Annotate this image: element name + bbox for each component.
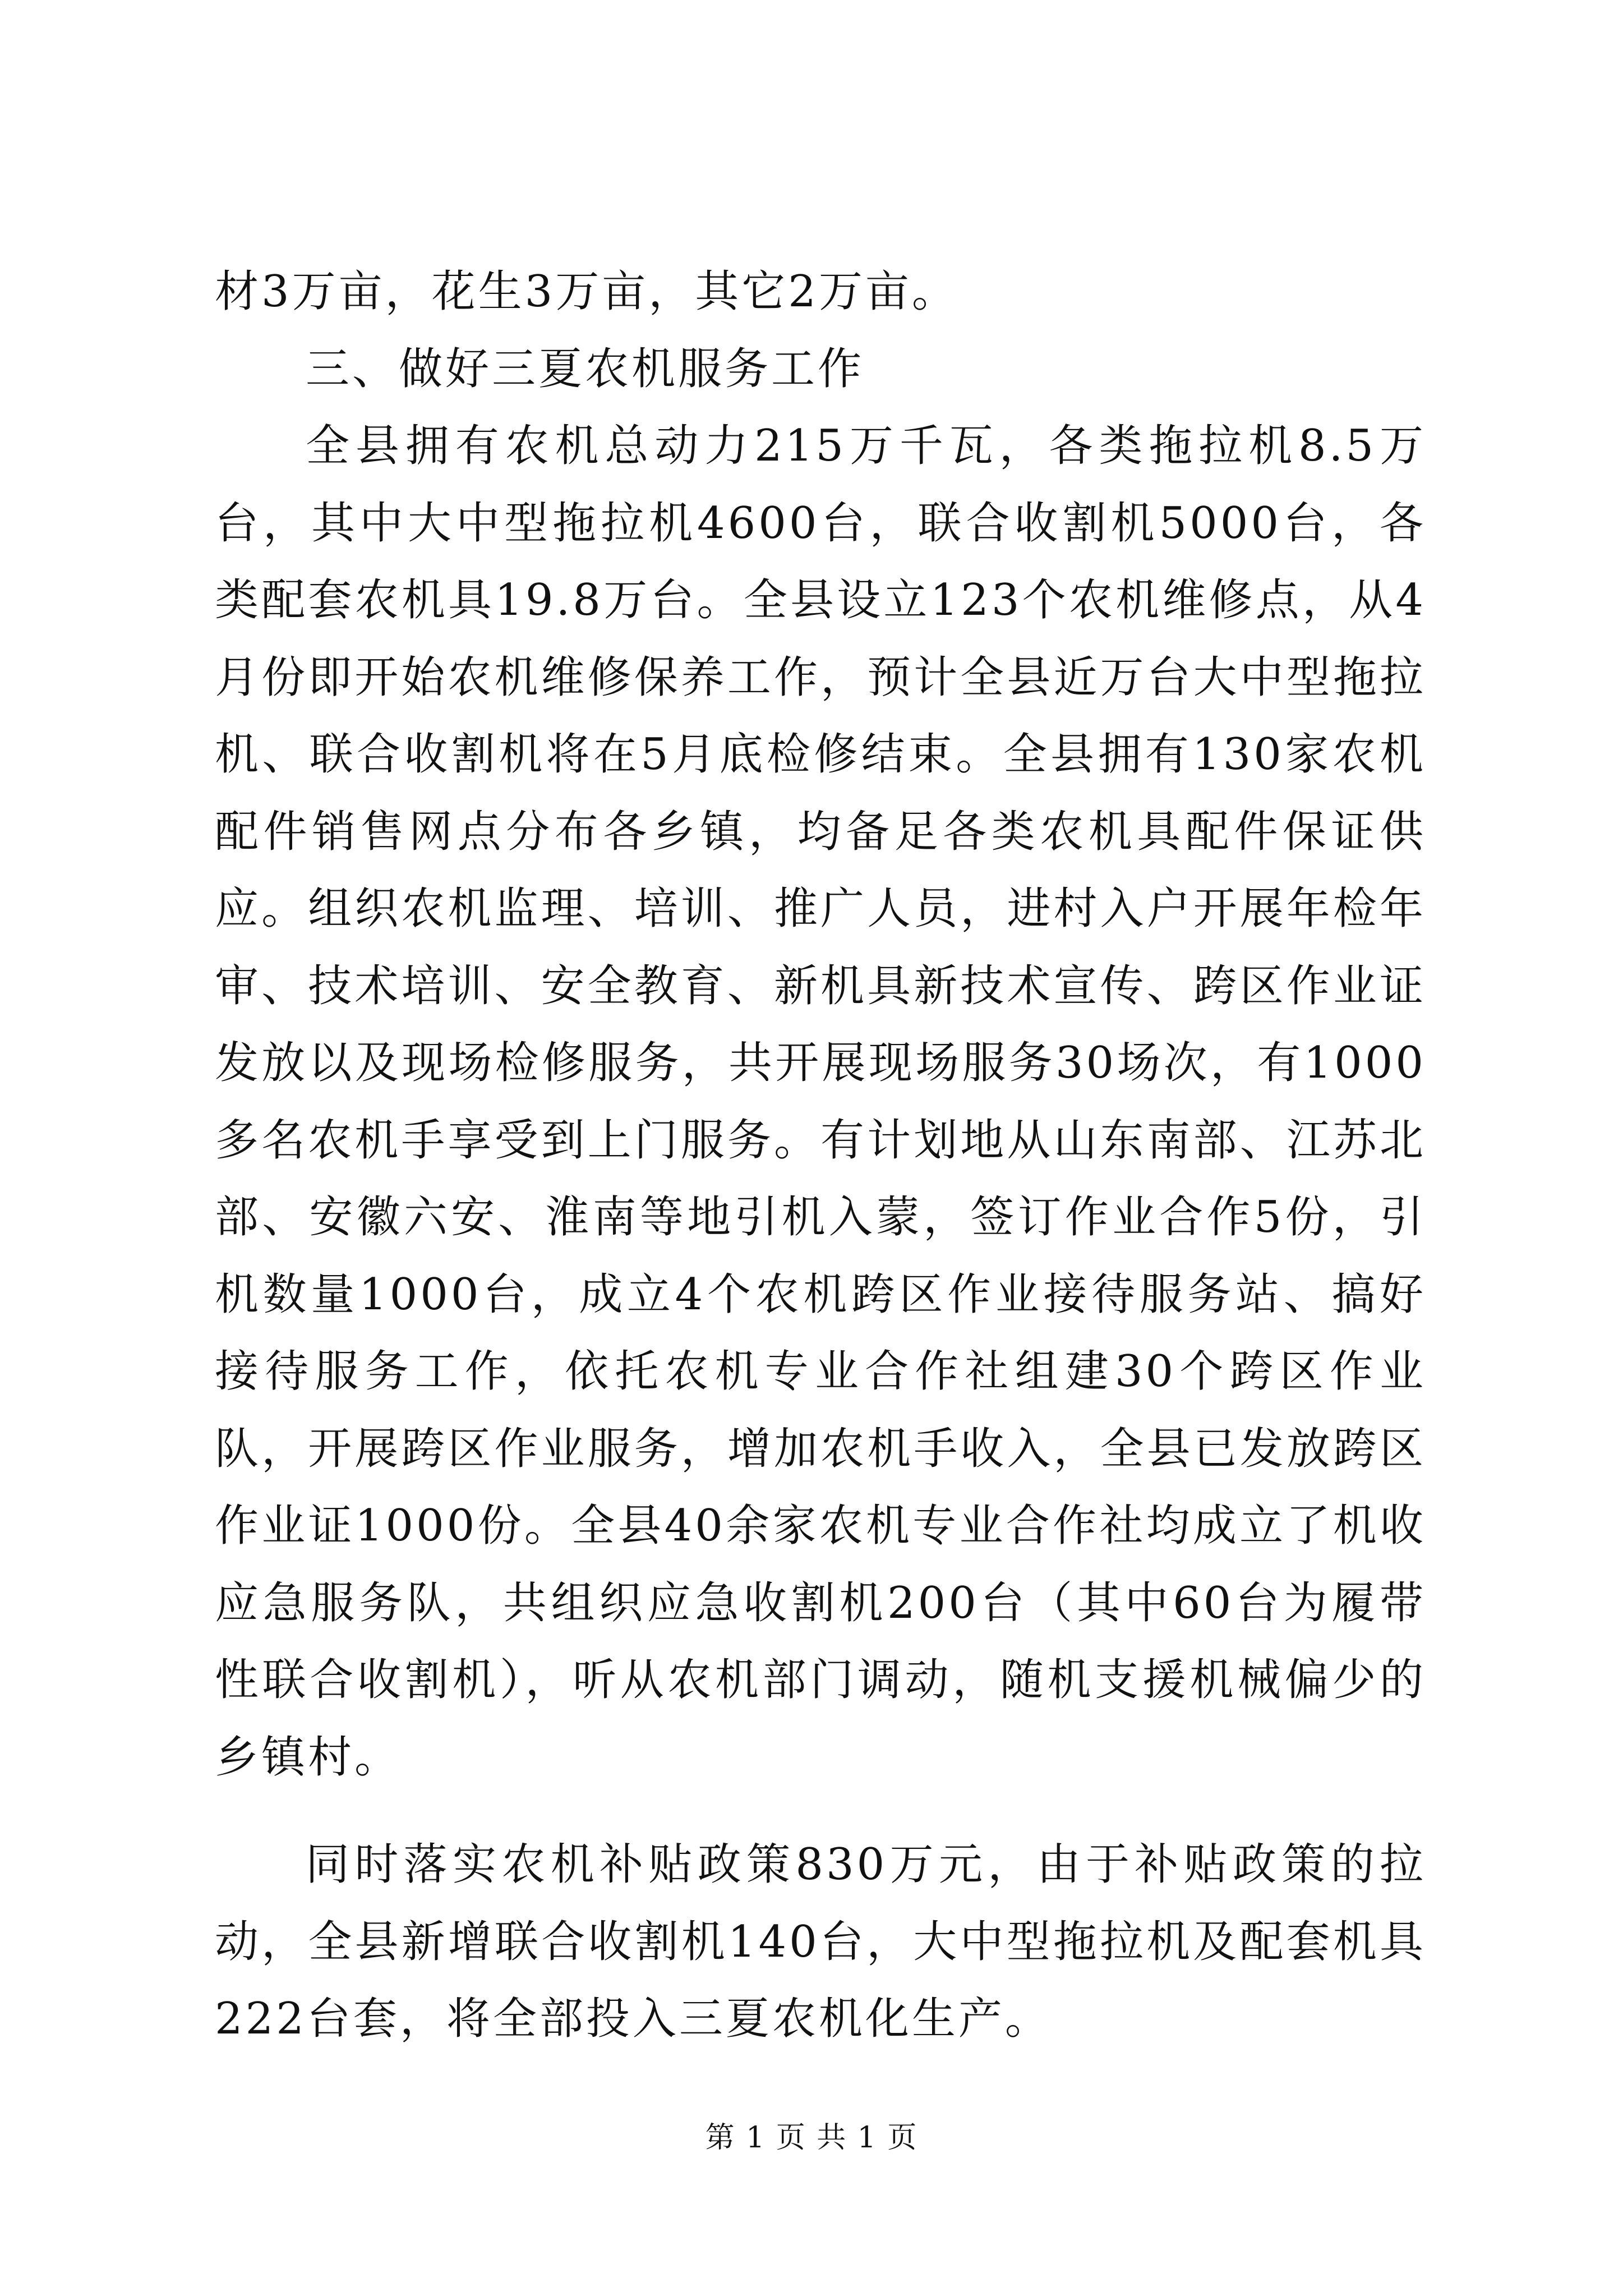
body-paragraph-2: 同时落实农机补贴政策830万元，由于补贴政策的拉动，全县新增联合收割机140台，大中型拖拉机及配套机具222台套，将全部投入三夏农机化生产。	[215, 1839, 1426, 2044]
continuation-paragraph: 材3万亩，花生3万亩，其它2万亩。	[215, 266, 958, 317]
body-paragraph-1: 全县拥有农机总动力215万千瓦，各类拖拉机8.5万台，其中大中型拖拉机4600台，联合收割机5000台，各类配套农机具19.8万台。全县设立123个农机维修点，从4月份即开始农机维修保养工作，预计全县近万台大中型拖拉机、联合收割机将在5月底检修结束。全县拥有130家农机配件销售网点分布各乡镇，均备足各类农机具配件保证供应。组织农机监理、培训、推广人员，进村入户开展年检年审、技术培训、安全教育、新机具新技术宣传、跨区作业证发放以及现场检修服务，共开展现场服务30场次，有1000多名农机手享受到上门服务。有计划地从山东南部、江苏北部、安徽六安、淮南等地引机入蒙，签订作业合作5份，引机数量1000台，成立4个农机跨区作业接待服务站、搞好接待服务工作，依托农机专业合作社组建30个跨区作业队，开展跨区作业服务，增加农机手收入，全县已发放跨区作业证1000份。全县40余家农机专业合作社均成立了机收应急服务队，共组织应急收割机200台（其中60台为履带性联合收割机），听从农机部门调动，随机支援机械偏少的乡镇村。	[215, 421, 1426, 1783]
page-footer: 第 1 页 共 1 页	[705, 2121, 918, 2155]
section-heading: 三、做好三夏农机服务工作	[306, 343, 865, 394]
document-body	[215, 254, 1426, 2058]
